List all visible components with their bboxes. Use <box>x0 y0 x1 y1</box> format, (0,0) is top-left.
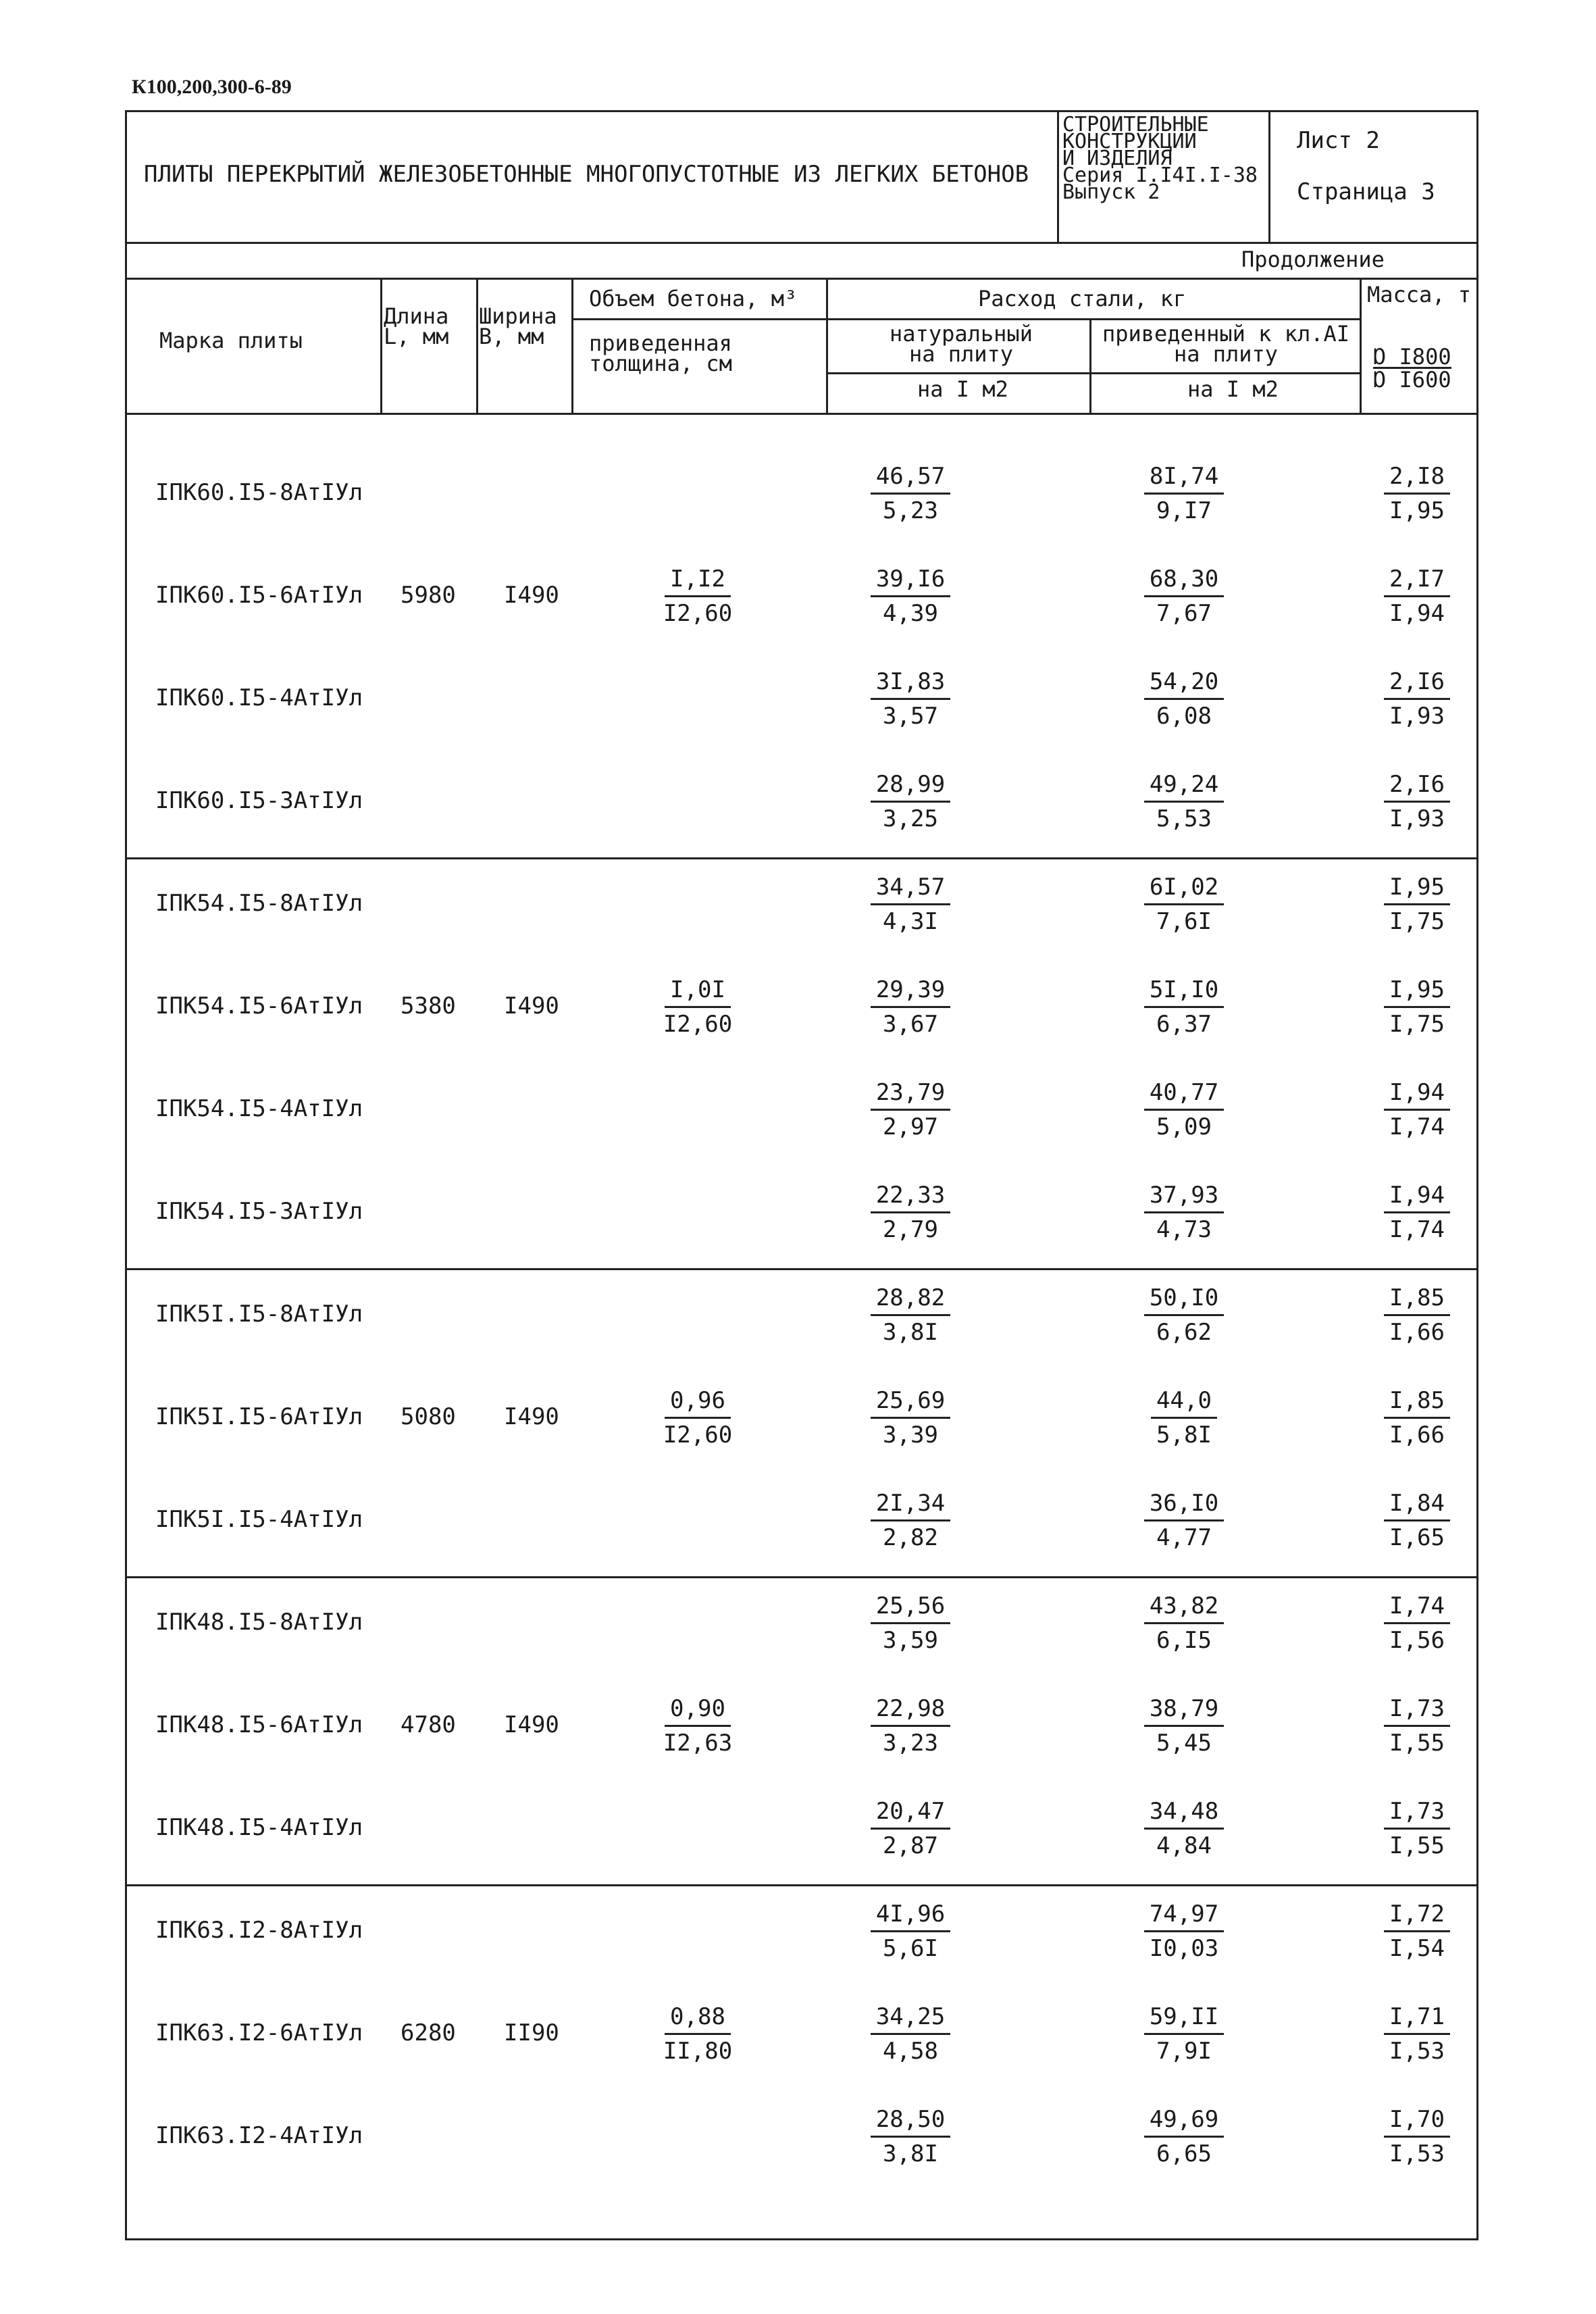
mass-numerator: I,72 <box>1384 1898 1450 1932</box>
reduced-steel-numerator: 6I,02 <box>1144 871 1224 905</box>
natural-steel <box>860 460 961 527</box>
reduced-steel-denominator: I0,03 <box>1149 1935 1219 1962</box>
sheet-number: Лист 2 <box>1297 127 1380 154</box>
mass <box>1366 1692 1468 1759</box>
header-length: Длина L, мм <box>384 303 449 349</box>
reduced-steel-denominator: 5,45 <box>1156 1730 1212 1757</box>
plate-mark: IПК60.I5-4АтIУл <box>155 684 363 711</box>
reduced-steel-numerator: 37,93 <box>1144 1179 1224 1213</box>
reduced-steel-numerator: 74,97 <box>1144 1898 1224 1932</box>
mass-denominator: I,94 <box>1389 600 1445 627</box>
mass <box>1366 1282 1468 1349</box>
plate-mark: IПК60.I5-8АтIУл <box>155 479 363 506</box>
mass <box>1366 1384 1468 1451</box>
natural-steel-numerator: 25,56 <box>871 1590 950 1624</box>
mass <box>1366 2001 1468 2067</box>
reduced-steel <box>1133 1795 1235 1862</box>
series-line: Серия I.I4I.I-38 <box>1062 164 1258 187</box>
reduced-steel <box>1133 1692 1235 1759</box>
mass <box>1366 1179 1468 1246</box>
title-block <box>125 110 1478 244</box>
divider <box>1268 112 1270 242</box>
divider <box>826 318 1360 320</box>
width-value: I490 <box>504 1711 559 1738</box>
natural-steel-numerator: 28,82 <box>871 1282 950 1316</box>
header-thickness: приведенная толщина, см <box>589 330 732 376</box>
natural-steel <box>860 1898 961 1965</box>
reduced-steel-denominator: 6,62 <box>1156 1319 1212 1346</box>
divider <box>127 413 1476 415</box>
mass <box>1366 1487 1468 1554</box>
reduced-steel <box>1133 460 1235 527</box>
natural-steel-numerator: 22,98 <box>871 1692 950 1727</box>
header-volume: Объем бетона, м³ <box>589 286 798 311</box>
mass-numerator: I,74 <box>1384 1590 1450 1624</box>
length-value: 6280 <box>401 2019 456 2046</box>
reduced-steel <box>1133 1179 1235 1246</box>
plate-mark: IПК54.I5-3АтIУл <box>155 1198 363 1225</box>
reduced-steel <box>1133 563 1235 630</box>
plate-mark: IПК60.I5-3АтIУл <box>155 787 363 814</box>
reduced-steel-numerator: 54,20 <box>1144 665 1224 700</box>
natural-steel-denominator: 3,8I <box>883 2140 938 2167</box>
mass <box>1366 665 1468 732</box>
reduced-steel <box>1133 1898 1235 1965</box>
natural-steel-denominator: 2,82 <box>883 1524 938 1551</box>
natural-steel-denominator: 3,67 <box>883 1011 938 1038</box>
mass-numerator: I,70 <box>1384 2103 1450 2138</box>
width-value: I490 <box>504 992 559 1020</box>
concrete-volume-denominator: II,80 <box>663 2038 733 2065</box>
natural-steel <box>860 1179 961 1246</box>
length-value: 5080 <box>401 1403 456 1430</box>
length-value: 5980 <box>401 582 456 609</box>
reduced-steel <box>1133 2103 1235 2170</box>
mass-numerator: 2,I6 <box>1384 665 1450 700</box>
reduced-steel-numerator: 38,79 <box>1144 1692 1224 1727</box>
natural-steel-numerator: 25,69 <box>871 1384 950 1419</box>
mass-denominator: I,95 <box>1389 497 1445 524</box>
divider <box>826 372 1360 374</box>
natural-steel-denominator: 3,23 <box>883 1730 938 1757</box>
reduced-steel-denominator: 6,I5 <box>1156 1627 1212 1654</box>
mass-denominator: I,65 <box>1389 1524 1445 1551</box>
plate-mark: IПК54.I5-8АтIУл <box>155 890 363 917</box>
concrete-volume <box>647 2001 748 2067</box>
natural-steel-numerator: 29,39 <box>871 974 950 1008</box>
concrete-volume-denominator: I2,60 <box>663 600 733 627</box>
reduced-steel <box>1133 1076 1235 1143</box>
header-mass: Масса, т <box>1366 282 1472 307</box>
group-divider <box>127 857 1476 859</box>
concrete-volume-denominator: I2,60 <box>663 1011 733 1038</box>
header-reduced-m2: на I м2 <box>1187 376 1279 402</box>
width-value: I490 <box>504 1403 559 1430</box>
concrete-volume-denominator: I2,60 <box>663 1422 733 1449</box>
natural-steel-numerator: 2I,34 <box>871 1487 950 1521</box>
mass-denominator: I,66 <box>1389 1319 1445 1346</box>
header-mark: Марка плиты <box>159 328 303 353</box>
mass <box>1366 871 1468 938</box>
mass-denominator: I,75 <box>1389 908 1445 935</box>
mass-numerator: I,95 <box>1384 974 1450 1008</box>
natural-steel <box>860 2001 961 2067</box>
document-title: ПЛИТЫ ПЕРЕКРЫТИЙ ЖЕЛЕЗОБЕТОННЫЕ МНОГОПУСТОТНЫЕ ИЗ ЛЕГКИХ БЕТОНОВ <box>144 161 1029 188</box>
width-value: I490 <box>504 582 559 609</box>
natural-steel-denominator: 2,97 <box>883 1113 938 1140</box>
continuation-label: Продолжение <box>1241 247 1385 272</box>
header-reduced: приведенный к кл.АI на плиту <box>1102 321 1350 367</box>
natural-steel <box>860 1282 961 1349</box>
natural-steel <box>860 974 961 1040</box>
natural-steel-numerator: 46,57 <box>871 460 950 495</box>
reduced-steel <box>1133 1384 1235 1451</box>
series-line: КОНСТРУКЦИИ <box>1062 130 1197 153</box>
header-natural: натуральный на плиту <box>890 321 1033 367</box>
reduced-steel-numerator: 49,69 <box>1144 2103 1224 2138</box>
divider <box>476 278 478 413</box>
mass-numerator: I,73 <box>1384 1795 1450 1830</box>
mass-numerator: I,94 <box>1384 1179 1450 1213</box>
natural-steel-numerator: 34,57 <box>871 871 950 905</box>
mass-denominator: I,74 <box>1389 1216 1445 1243</box>
page-number: Страница 3 <box>1297 178 1435 205</box>
mass-numerator: I,84 <box>1384 1487 1450 1521</box>
reduced-steel-numerator: 36,I0 <box>1144 1487 1224 1521</box>
mass <box>1366 563 1468 630</box>
mass-denominator: I,55 <box>1389 1730 1445 1757</box>
natural-steel-denominator: 2,79 <box>883 1216 938 1243</box>
natural-steel-numerator: 20,47 <box>871 1795 950 1830</box>
natural-steel-denominator: 3,39 <box>883 1422 938 1449</box>
plate-mark: IПК54.I5-4АтIУл <box>155 1095 363 1122</box>
reduced-steel-denominator: 4,77 <box>1156 1524 1212 1551</box>
natural-steel <box>860 1076 961 1143</box>
plate-mark: IПК5I.I5-6АтIУл <box>155 1403 363 1430</box>
reduced-steel <box>1133 1282 1235 1349</box>
concrete-volume-denominator: I2,63 <box>663 1730 733 1757</box>
header-natural-m2: на I м2 <box>917 376 1008 402</box>
natural-steel-denominator: 3,59 <box>883 1627 938 1654</box>
reduced-steel <box>1133 2001 1235 2067</box>
reduced-steel <box>1133 974 1235 1040</box>
mass-denominator: I,55 <box>1389 1832 1445 1859</box>
concrete-volume <box>647 974 748 1040</box>
series-line: И ИЗДЕЛИЯ <box>1062 147 1173 170</box>
reduced-steel-denominator: 7,6I <box>1156 908 1212 935</box>
reduced-steel-denominator: 4,73 <box>1156 1216 1212 1243</box>
natural-steel <box>860 1795 961 1862</box>
reduced-steel-numerator: 43,82 <box>1144 1590 1224 1624</box>
mass-numerator: I,94 <box>1384 1076 1450 1111</box>
reduced-steel-numerator: 50,I0 <box>1144 1282 1224 1316</box>
natural-steel-numerator: 23,79 <box>871 1076 950 1111</box>
plate-mark: IПК60.I5-6АтIУл <box>155 582 363 609</box>
reduced-steel-denominator: 6,65 <box>1156 2140 1212 2167</box>
plate-mark: IПК48.I5-4АтIУл <box>155 1814 363 1841</box>
plate-mark: IПК63.I2-8АтIУл <box>155 1917 363 1944</box>
reduced-steel-numerator: 34,48 <box>1144 1795 1224 1830</box>
series-line: СТРОИТЕЛЬНЫЕ <box>1062 113 1209 136</box>
natural-steel-numerator: 3I,83 <box>871 665 950 700</box>
document-code: К100,200,300-6-89 <box>132 76 292 98</box>
reduced-steel-denominator: 7,9I <box>1156 2038 1212 2065</box>
group-divider <box>127 1884 1476 1886</box>
mass-numerator: I,95 <box>1384 871 1450 905</box>
concrete-volume-numerator: I,I2 <box>665 563 731 597</box>
natural-steel <box>860 1692 961 1759</box>
mass-denominator: I,75 <box>1389 1011 1445 1038</box>
reduced-steel-denominator: 5,09 <box>1156 1113 1212 1140</box>
natural-steel <box>860 1384 961 1451</box>
natural-steel-numerator: 22,33 <box>871 1179 950 1213</box>
mass <box>1366 1898 1468 1965</box>
natural-steel <box>860 2103 961 2170</box>
mass-denominator: I,93 <box>1389 703 1445 730</box>
reduced-steel <box>1133 768 1235 835</box>
plate-mark: IПК48.I5-8АтIУл <box>155 1609 363 1636</box>
mass <box>1366 768 1468 835</box>
mass-numerator: 2,I6 <box>1384 768 1450 803</box>
mass-denominator: I,56 <box>1389 1627 1445 1654</box>
natural-steel <box>860 768 961 835</box>
natural-steel-denominator: 4,3I <box>883 908 938 935</box>
reduced-steel-numerator: 8I,74 <box>1144 460 1224 495</box>
mass-numerator: 2,I7 <box>1384 563 1450 597</box>
length-value: 4780 <box>401 1711 456 1738</box>
concrete-volume-numerator: 0,88 <box>665 2001 731 2035</box>
width-value: II90 <box>504 2019 559 2046</box>
concrete-volume <box>647 563 748 630</box>
header-width: Ширина B, мм <box>479 303 557 349</box>
header-mass-top: Ɒ I800 <box>1373 344 1451 370</box>
group-divider <box>127 1268 1476 1270</box>
natural-steel-numerator: 4I,96 <box>871 1898 950 1932</box>
natural-steel-denominator: 5,23 <box>883 497 938 524</box>
mass <box>1366 1795 1468 1862</box>
reduced-steel <box>1133 871 1235 938</box>
reduced-steel-numerator: 44,0 <box>1151 1384 1217 1419</box>
divider <box>571 278 573 413</box>
natural-steel <box>860 563 961 630</box>
plate-mark: IПК48.I5-6АтIУл <box>155 1711 363 1738</box>
mass <box>1366 1590 1468 1657</box>
reduced-steel-numerator: 59,II <box>1144 2001 1224 2035</box>
mass-denominator: I,53 <box>1389 2140 1445 2167</box>
divider <box>127 278 1476 280</box>
natural-steel-denominator: 3,25 <box>883 805 938 832</box>
natural-steel <box>860 871 961 938</box>
group-divider <box>127 1576 1476 1578</box>
mass-numerator: I,73 <box>1384 1692 1450 1727</box>
natural-steel-numerator: 39,I6 <box>871 563 950 597</box>
divider <box>826 278 828 413</box>
data-table <box>125 244 1478 2240</box>
divider <box>1089 318 1091 413</box>
series-info <box>1062 113 1265 204</box>
reduced-steel <box>1133 1590 1235 1657</box>
natural-steel-denominator: 3,57 <box>883 703 938 730</box>
concrete-volume-numerator: 0,90 <box>665 1692 731 1727</box>
header-mass-bot: Ɒ I600 <box>1373 367 1451 393</box>
plate-mark: IПК5I.I5-4АтIУл <box>155 1506 363 1533</box>
length-value: 5380 <box>401 992 456 1020</box>
reduced-steel-denominator: 6,08 <box>1156 703 1212 730</box>
concrete-volume <box>647 1384 748 1451</box>
plate-mark: IПК5I.I5-8АтIУл <box>155 1301 363 1328</box>
divider <box>380 278 382 413</box>
mass <box>1366 2103 1468 2170</box>
mass-denominator: I,74 <box>1389 1113 1445 1140</box>
mass-denominator: I,54 <box>1389 1935 1445 1962</box>
reduced-steel-numerator: 49,24 <box>1144 768 1224 803</box>
mass <box>1366 460 1468 527</box>
natural-steel <box>860 1487 961 1554</box>
natural-steel-numerator: 28,50 <box>871 2103 950 2138</box>
reduced-steel <box>1133 1487 1235 1554</box>
reduced-steel-denominator: 5,53 <box>1156 805 1212 832</box>
mass-numerator: I,85 <box>1384 1384 1450 1419</box>
mass <box>1366 1076 1468 1143</box>
mass-denominator: I,66 <box>1389 1422 1445 1449</box>
plate-mark: IПК63.I2-6АтIУл <box>155 2019 363 2046</box>
plate-mark: IПК63.I2-4АтIУл <box>155 2122 363 2149</box>
reduced-steel-denominator: 7,67 <box>1156 600 1212 627</box>
divider <box>1057 112 1059 242</box>
plate-mark: IПК54.I5-6АтIУл <box>155 992 363 1020</box>
reduced-steel-denominator: 9,I7 <box>1156 497 1212 524</box>
reduced-steel-numerator: 40,77 <box>1144 1076 1224 1111</box>
natural-steel-denominator: 3,8I <box>883 1319 938 1346</box>
reduced-steel-denominator: 5,8I <box>1156 1422 1212 1449</box>
mass <box>1366 974 1468 1040</box>
series-line: Выпуск 2 <box>1062 180 1160 204</box>
concrete-volume <box>647 1692 748 1759</box>
natural-steel <box>860 665 961 732</box>
divider <box>1360 278 1362 413</box>
reduced-steel-denominator: 4,84 <box>1156 1832 1212 1859</box>
natural-steel-denominator: 5,6I <box>883 1935 938 1962</box>
natural-steel-denominator: 4,58 <box>883 2038 938 2065</box>
natural-steel-numerator: 34,25 <box>871 2001 950 2035</box>
reduced-steel <box>1133 665 1235 732</box>
natural-steel <box>860 1590 961 1657</box>
reduced-steel-denominator: 6,37 <box>1156 1011 1212 1038</box>
concrete-volume-numerator: 0,96 <box>665 1384 731 1419</box>
mass-denominator: I,93 <box>1389 805 1445 832</box>
mass-denominator: I,53 <box>1389 2038 1445 2065</box>
mass-numerator: 2,I8 <box>1384 460 1450 495</box>
natural-steel-denominator: 4,39 <box>883 600 938 627</box>
reduced-steel-numerator: 68,30 <box>1144 563 1224 597</box>
header-steel: Расход стали, кг <box>978 286 1187 311</box>
concrete-volume-numerator: I,0I <box>665 974 731 1008</box>
natural-steel-numerator: 28,99 <box>871 768 950 803</box>
reduced-steel-numerator: 5I,I0 <box>1144 974 1224 1008</box>
mass-numerator: I,85 <box>1384 1282 1450 1316</box>
mass-numerator: I,71 <box>1384 2001 1450 2035</box>
natural-steel-denominator: 2,87 <box>883 1832 938 1859</box>
divider <box>571 318 826 320</box>
